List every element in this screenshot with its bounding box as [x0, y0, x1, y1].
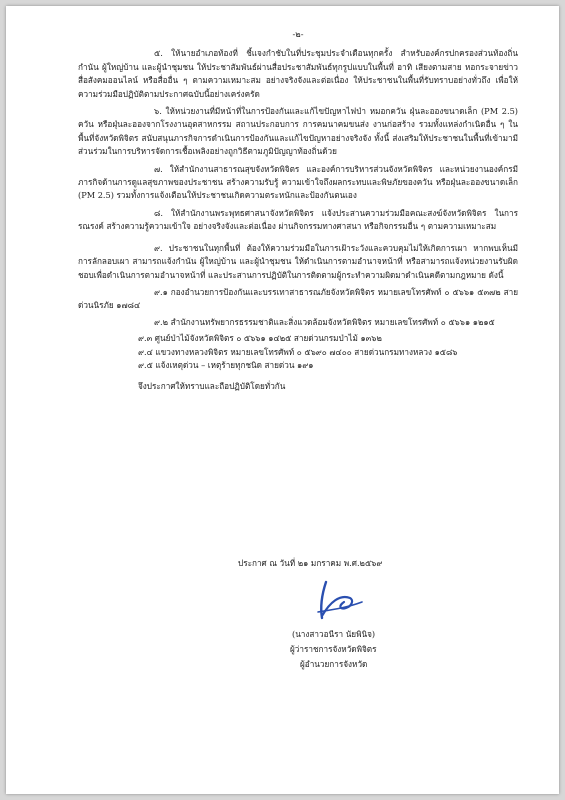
- contact-item-2: ๙.๒ สำนักงานทรัพยากรธรรมชาติและสิ่งแวดล้อมจังหวัดพิจิตร หมายเลขโทรศัพท์ ๐ ๕๖๖๑ ๑๒๑๕: [154, 316, 495, 327]
- contact-item-5: ๙.๕ แจ้งเหตุด่วน – เหตุร้ายทุกชนิด สายด่วน ๑๙๑: [138, 359, 314, 370]
- contact-item-3: ๙.๓ ศูนย์ป่าไม้จังหวัดพิจิตร ๐ ๕๖๖๑ ๑๔๒๕ สายด่วนกรมป่าไม้ ๑๓๖๒: [138, 333, 382, 344]
- closing-statement: จึงประกาศให้ทราบและถือปฏิบัติโดยทั่วกัน: [138, 381, 286, 392]
- announcement-date: ประกาศ ณ วันที่ ๒๑ มกราคม พ.ศ.๒๕๖๙: [238, 558, 383, 568]
- paragraph-6: ๖. ให้หน่วยงานที่มีหน้าที่ในการป้องกันและแก้ไขปัญหาไฟป่า หมอกควัน ฝุ่นละอองขนาดเล็ก (PM 2.5) ควัน หรือฝุ่นละอองจากโรงงานอุตสาหกรรม สถานประกอบการ การคมนาคมขนส่ง งานก่อสร้าง รวมทั้งแหล่งกำเนิดอื่น ๆ ในพื้นที่จังหวัดพิจิตร สนับสนุนภารกิจการดำเนินการป้องกันและแก้ไขปัญหาอย่างจริงจัง ทั้งนี้ ส่งเสริมให้ประชาชนในพื้นที่เข้ามามีส่วนร่วมในการบริหารจัดการเชื้อเพลิงอย่างถูกวิธีตามภูมิปัญญาท้องถิ่นด้วย: [78, 106, 518, 157]
- signatory-role: ผู้อำนวยการจังหวัด: [300, 659, 368, 669]
- contact-item-1: ๙.๑ กองอำนวยการป้องกันและบรรเทาสาธารณภัยจังหวัดพิจิตร หมายเลขโทรศัพท์ ๐ ๕๖๖๑ ๕๓๗๒ สายด่วนนิรภัย ๑๗๘๔: [78, 286, 518, 311]
- page-number: -๒-: [292, 29, 304, 39]
- signatory-name: (นางสาวอนีรา นัยพินิจ): [292, 629, 376, 639]
- contact-item-4: ๙.๔ แขวงทางหลวงพิจิตร หมายเลขโทรศัพท์ ๐ ๕๖๙๐ ๗๔๐๐ สายด่วนกรมทางหลวง ๑๕๘๖: [138, 346, 458, 357]
- document-body: [78, 28, 518, 394]
- signatory-position: ผู้ว่าราชการจังหวัดพิจิตร: [290, 644, 377, 654]
- paragraph-5: ๕. ให้นายอำเภอท้องที่ ชี้แจงกำชับในที่ประชุมประจำเดือนทุกครั้ง สำหรับองค์กรปกครองส่วนท้องถิ่น กำนัน ผู้ใหญ่บ้าน และผู้นำชุมชน ให้ประชาสัมพันธ์ผ่านสื่อประชาสัมพันธ์ทุกรูปแบบในพื้นที่ อาทิ เสียงตามสาย หอกระจายข่าว สื่อสังคมออนไลน์ หรือสื่ออื่น ๆ ตามความเหมาะสม อย่างจริงจังและต่อเนื่อง ให้ประชาชนในพื้นที่รับทราบอย่างทั่วถึง เพื่อให้ความร่วมมือปฏิบัติตามประกาศฉบับนี้อย่างเคร่งครัด: [78, 48, 518, 99]
- document-page: [6, 6, 559, 794]
- paragraph-8: ๘. ให้สำนักงานพระพุทธศาสนาจังหวัดพิจิตร แจ้งประสานความร่วมมือคณะสงฆ์จังหวัดพิจิตร ในการรณรงค์ สร้างความรู้ความเข้าใจ อย่างจริงจังและต่อเนื่อง ผ่านกิจกรรมทางศาสนา หรือกิจกรรมอื่น ๆ ตามความเหมาะสม: [78, 207, 518, 232]
- paragraph-7: ๗. ให้สำนักงานสาธารณสุขจังหวัดพิจิตร และองค์การบริหารส่วนจังหวัดพิจิตร และหน่วยงานองค์กรมีภารกิจด้านการดูแลสุขภาพของประชาชน สร้างความรับรู้ ความเข้าใจถึงผลกระทบและพิษภัยของควัน หรือฝุ่นละอองขนาดเล็ก (PM 2.5) รวมทั้งการแจ้งเตือนให้ประชาชนเกิดความตระหนักและป้องกันตนเอง: [78, 163, 518, 201]
- paragraph-9: ๙. ประชาชนในทุกพื้นที่ ต้องให้ความร่วมมือในการเฝ้าระวังและควบคุมไม่ให้เกิดการเผา หากพบเห็นมีการลักลอบเผา สามารถแจ้งกำนัน ผู้ใหญ่บ้าน และผู้นำชุมชน ให้ดำเนินการตามอำนาจหน้าที่ หรือสามารถแจ้งหน่วยงานรับผิดชอบเพื่อดำเนินการตามอำนาจหน้าที่ และประสานการปฏิบัติในการติดตามผู้กระทำความผิดมาดำเนินคดีตามกฎหมาย ดังนี้: [78, 242, 518, 280]
- signature-image: [310, 572, 370, 624]
